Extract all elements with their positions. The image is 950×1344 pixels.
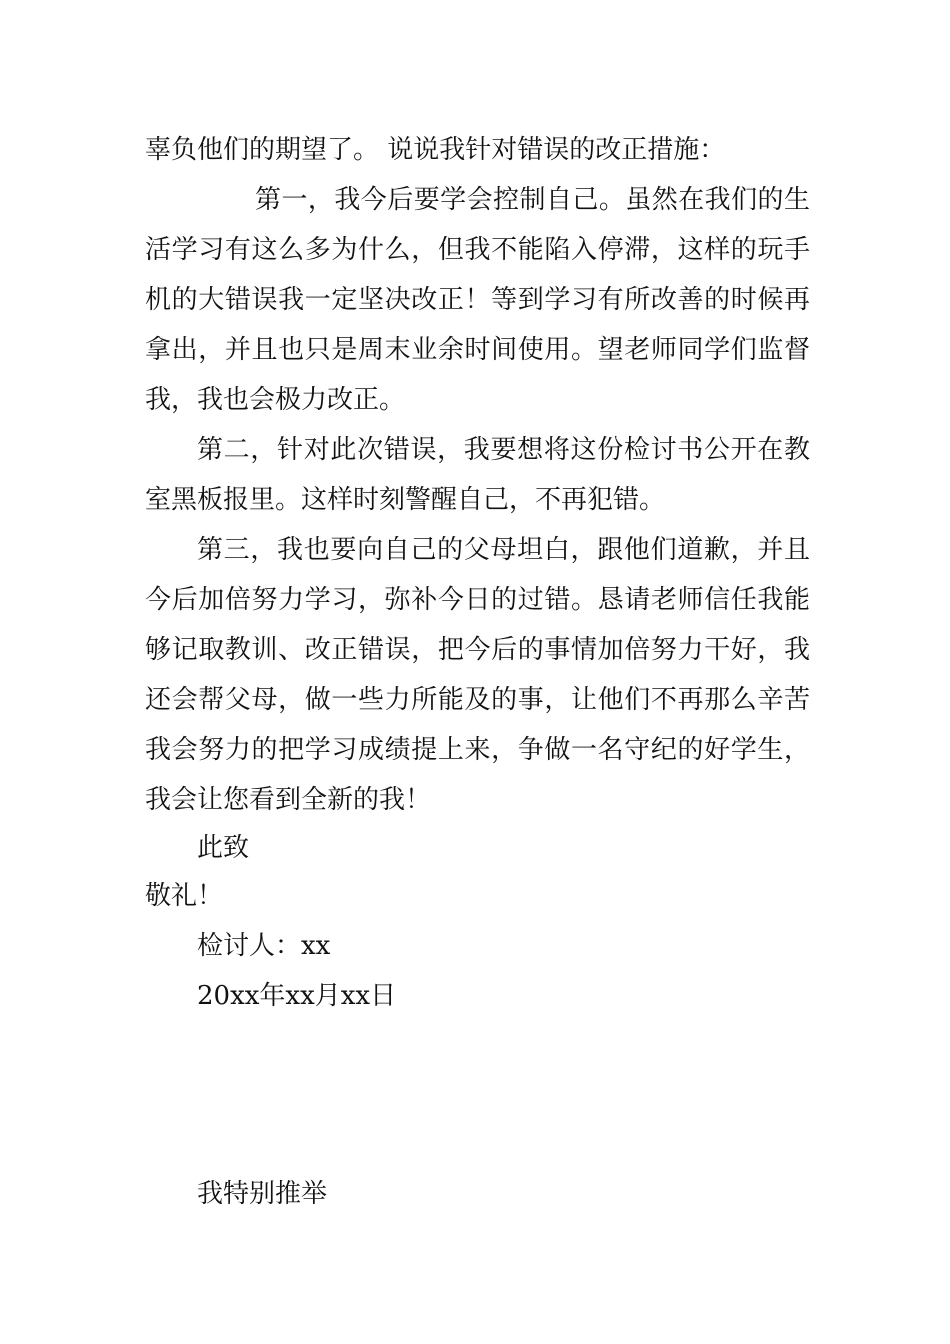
- body-line-14: 我会让您看到全新的我！: [145, 785, 432, 815]
- body-line-10: 今后加倍努力学习，弥补今日的过错。恳请老师信任我能: [145, 585, 810, 615]
- closing-salutation: 此致: [197, 833, 250, 863]
- body-line-8: 室黑板报里。这样时刻警醒自己，不再犯错。: [145, 485, 666, 515]
- body-line-3: 活学习有这么多为什么，但我不能陷入停滞，这样的玩手: [145, 235, 810, 265]
- closing-regards: 敬礼！: [145, 881, 224, 911]
- body-line-2: 第一，我今后要学会控制自己。虽然在我们的生: [255, 185, 810, 215]
- signer-line: 检讨人：xx: [197, 931, 331, 961]
- body-line-11: 够记取教训、改正错误，把今后的事情加倍努力干好，我: [145, 635, 810, 665]
- body-line-13: 我会努力的把学习成绩提上来，争做一名守纪的好学生，: [145, 735, 810, 765]
- body-line-6: 我，我也会极力改正。: [145, 385, 406, 415]
- date-line: 20xx年xx月xx日: [197, 981, 397, 1011]
- body-line-1: 辜负他们的期望了。 说说我针对错误的改正措施：: [145, 135, 726, 165]
- body-line-5: 拿出，并且也只是周末业余时间使用。望老师同学们监督: [145, 335, 810, 365]
- body-line-4: 机的大错误我一定坚决改正！等到学习有所改善的时候再: [145, 285, 810, 315]
- body-line-12: 还会帮父母，做一些力所能及的事，让他们不再那么辛苦: [145, 685, 810, 715]
- next-section-start: 我特别推举: [197, 1179, 328, 1209]
- body-line-7: 第二，针对此次错误，我要想将这份检讨书公开在教: [197, 435, 810, 465]
- body-line-9: 第三，我也要向自己的父母坦白，跟他们道歉，并且: [197, 535, 810, 565]
